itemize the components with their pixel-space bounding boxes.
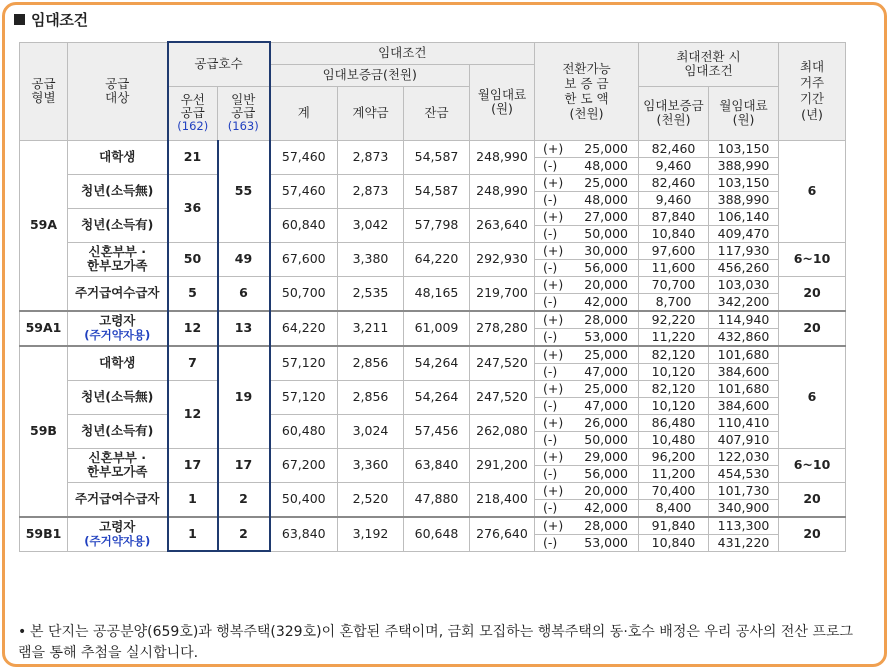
balance-cell: 63,840: [404, 448, 470, 482]
convert-cell: [535, 293, 639, 311]
sign-label: (+): [543, 140, 564, 156]
total-cell: 67,200: [270, 448, 338, 482]
max-rent-cell: 384,600: [709, 397, 779, 414]
table-row: [20, 414, 846, 431]
convert-cell: [535, 157, 639, 174]
priority-supply-cell: 1: [168, 517, 218, 552]
convert-cell: [535, 380, 639, 397]
max-deposit-cell: 11,220: [639, 328, 709, 346]
table-row: [20, 482, 846, 499]
rent-cell: 247,520: [470, 346, 535, 381]
sign-label: (+): [543, 482, 564, 498]
priority-supply-cell: 50: [168, 242, 218, 276]
target-cell: [68, 414, 168, 448]
target-label: 주거급여수급자: [74, 285, 160, 300]
general-supply-cell: 17: [218, 448, 270, 482]
header-priority: [168, 86, 218, 140]
target-label: 고령자: [99, 313, 136, 328]
max-deposit-cell: 8,400: [639, 499, 709, 517]
header-general-count: (163): [227, 119, 259, 133]
balance-cell: 54,587: [404, 174, 470, 208]
general-supply-cell: 55: [218, 140, 270, 242]
rent-cell: 292,930: [470, 242, 535, 276]
sign-label: (+): [543, 276, 564, 292]
header-balance: 잔금: [404, 86, 470, 140]
max-rent-cell: 340,900: [709, 499, 779, 517]
sign-label: (+): [543, 380, 564, 396]
total-cell: 50,400: [270, 482, 338, 517]
max-rent-cell: 114,940: [709, 311, 779, 329]
period-cell: 20: [779, 311, 846, 346]
sign-label: (-): [543, 225, 558, 241]
max-rent-cell: 388,990: [709, 191, 779, 208]
convert-value: 25,000: [584, 380, 628, 396]
table-row: [20, 140, 846, 157]
convert-value: 50,000: [584, 431, 628, 447]
total-cell: 57,120: [270, 346, 338, 381]
max-rent-cell: 103,150: [709, 174, 779, 191]
max-rent-cell: 106,140: [709, 208, 779, 225]
general-supply-cell: 2: [218, 482, 270, 517]
max-rent-cell: 432,860: [709, 328, 779, 346]
contract-cell: 3,192: [338, 517, 404, 552]
contract-cell: 2,873: [338, 174, 404, 208]
sign-label: (+): [543, 414, 564, 430]
sign-label: (+): [543, 517, 564, 533]
contract-cell: 3,360: [338, 448, 404, 482]
target-cell: [68, 482, 168, 517]
convert-cell: [535, 242, 639, 259]
rent-cell: 262,080: [470, 414, 535, 448]
convert-cell: [535, 311, 639, 329]
rent-cell: 218,400: [470, 482, 535, 517]
max-deposit-cell: 11,200: [639, 465, 709, 482]
period-cell: 20: [779, 517, 846, 552]
sign-label: (-): [543, 363, 558, 379]
max-rent-cell: 101,680: [709, 380, 779, 397]
rental-conditions-table: [19, 41, 846, 552]
priority-supply-cell: 36: [168, 174, 218, 242]
convert-value: 53,000: [584, 328, 628, 344]
rent-cell: 247,520: [470, 380, 535, 414]
sign-label: (-): [543, 431, 558, 447]
table-row: [20, 346, 846, 364]
convert-value: 25,000: [584, 174, 628, 190]
header-conditions: 임대조건: [270, 42, 535, 64]
type-cell: 59B1: [20, 517, 68, 552]
max-rent-cell: 407,910: [709, 431, 779, 448]
target-label: 청년(소득有): [81, 423, 154, 438]
header-general-label: 일반 공급: [231, 92, 256, 120]
header-convert: 전환가능 보 증 금 한 도 액 (천원): [535, 42, 639, 140]
target-label: 주거급여수급자: [74, 491, 160, 506]
convert-value: 28,000: [584, 311, 628, 327]
priority-supply-cell: 5: [168, 276, 218, 311]
type-cell: 59A: [20, 140, 68, 311]
target-cell: [68, 517, 168, 552]
priority-supply-cell: 21: [168, 140, 218, 174]
max-deposit-cell: 82,120: [639, 380, 709, 397]
type-cell: 59A1: [20, 311, 68, 346]
priority-supply-cell: 7: [168, 346, 218, 381]
header-general: [218, 86, 270, 140]
target-sublabel: (주거약자용): [84, 328, 151, 342]
max-deposit-cell: 10,840: [639, 534, 709, 551]
max-deposit-cell: 97,600: [639, 242, 709, 259]
convert-value: 50,000: [584, 225, 628, 241]
target-label: 청년(소득無): [81, 183, 154, 198]
convert-cell: [535, 225, 639, 242]
table-body: [20, 140, 846, 551]
target-label: 대학생: [99, 355, 136, 370]
balance-cell: 61,009: [404, 311, 470, 346]
total-cell: 64,220: [270, 311, 338, 346]
header-maxconv: 최대전환 시 임대조건: [639, 42, 779, 86]
max-deposit-cell: 82,120: [639, 346, 709, 364]
table-row: [20, 208, 846, 225]
max-deposit-cell: 70,700: [639, 276, 709, 293]
priority-supply-cell: 12: [168, 380, 218, 448]
period-cell: 20: [779, 276, 846, 311]
convert-cell: [535, 448, 639, 465]
convert-value: 25,000: [584, 346, 628, 362]
target-label: 신혼부부 · 한부모가족: [87, 450, 148, 479]
convert-value: 30,000: [584, 242, 628, 258]
convert-cell: [535, 534, 639, 551]
header-priority-count: (162): [177, 119, 209, 133]
sign-label: (-): [543, 293, 558, 309]
rent-cell: 276,640: [470, 517, 535, 552]
header-deposit: 임대보증금(천원): [270, 64, 470, 86]
balance-cell: 60,648: [404, 517, 470, 552]
table-row: [20, 380, 846, 397]
convert-value: 56,000: [584, 465, 628, 481]
balance-cell: 48,165: [404, 276, 470, 311]
general-supply-cell: 49: [218, 242, 270, 276]
max-rent-cell: 103,030: [709, 276, 779, 293]
max-rent-cell: 110,410: [709, 414, 779, 431]
max-deposit-cell: 10,840: [639, 225, 709, 242]
balance-cell: 47,880: [404, 482, 470, 517]
convert-cell: [535, 397, 639, 414]
rent-cell: 278,280: [470, 311, 535, 346]
convert-value: 53,000: [584, 534, 628, 550]
general-supply-cell: 13: [218, 311, 270, 346]
general-supply-cell: 2: [218, 517, 270, 552]
target-sublabel: (주거약자용): [84, 534, 151, 548]
max-deposit-cell: 87,840: [639, 208, 709, 225]
sign-label: (+): [543, 174, 564, 190]
total-cell: 60,840: [270, 208, 338, 242]
max-deposit-cell: 96,200: [639, 448, 709, 465]
max-deposit-cell: 9,460: [639, 157, 709, 174]
contract-cell: 2,520: [338, 482, 404, 517]
max-deposit-cell: 91,840: [639, 517, 709, 535]
sign-label: (+): [543, 346, 564, 362]
balance-cell: 54,587: [404, 140, 470, 174]
max-rent-cell: 103,150: [709, 140, 779, 157]
convert-value: 28,000: [584, 517, 628, 533]
max-deposit-cell: 92,220: [639, 311, 709, 329]
max-rent-cell: 388,990: [709, 157, 779, 174]
period-cell: 6: [779, 140, 846, 242]
convert-cell: [535, 208, 639, 225]
balance-cell: 57,798: [404, 208, 470, 242]
convert-value: 48,000: [584, 157, 628, 173]
footnote-text: 본 단지는 공공분양(659호)과 행복주택(329호)이 혼합된 주택이며, 금회 모집하는 행복주택의 동·호수 배정은 우리 공사의 전산 프로그램을 통해 추첨을 실시합니다.: [18, 624, 853, 661]
period-cell: 6~10: [779, 448, 846, 482]
header-type: 공급 형별: [20, 42, 68, 140]
target-cell: [68, 346, 168, 381]
sign-label: (+): [543, 311, 564, 327]
target-label: 고령자: [99, 519, 136, 534]
rent-cell: 248,990: [470, 174, 535, 208]
convert-value: 56,000: [584, 259, 628, 275]
contract-cell: 2,856: [338, 380, 404, 414]
max-rent-cell: 122,030: [709, 448, 779, 465]
convert-cell: [535, 276, 639, 293]
target-cell: [68, 276, 168, 311]
total-cell: 57,460: [270, 140, 338, 174]
total-cell: 63,840: [270, 517, 338, 552]
total-cell: 57,120: [270, 380, 338, 414]
target-cell: [68, 380, 168, 414]
balance-cell: 54,264: [404, 346, 470, 381]
target-cell: [68, 208, 168, 242]
balance-cell: 54,264: [404, 380, 470, 414]
convert-cell: [535, 140, 639, 157]
footnote: [18, 622, 853, 664]
general-supply-cell: 19: [218, 346, 270, 449]
sign-label: (-): [543, 157, 558, 173]
target-cell: [68, 140, 168, 174]
header-maxrent: 월임대료 (원): [709, 86, 779, 140]
max-deposit-cell: 82,460: [639, 140, 709, 157]
balance-cell: 64,220: [404, 242, 470, 276]
table-row: [20, 174, 846, 191]
period-cell: 6~10: [779, 242, 846, 276]
max-rent-cell: 113,300: [709, 517, 779, 535]
square-bullet-icon: [14, 14, 25, 25]
target-cell: [68, 242, 168, 276]
convert-cell: [535, 346, 639, 364]
header-priority-label: 우선 공급: [180, 92, 205, 120]
contract-cell: 2,873: [338, 140, 404, 174]
rent-cell: 291,200: [470, 448, 535, 482]
header-supply: 공급호수: [168, 42, 270, 86]
section-title: [14, 9, 88, 30]
convert-cell: [535, 465, 639, 482]
max-rent-cell: 117,930: [709, 242, 779, 259]
contract-cell: 2,535: [338, 276, 404, 311]
convert-value: 47,000: [584, 397, 628, 413]
section-title-text: 임대조건: [31, 11, 88, 29]
priority-supply-cell: 12: [168, 311, 218, 346]
max-deposit-cell: 10,120: [639, 397, 709, 414]
max-deposit-cell: 86,480: [639, 414, 709, 431]
target-cell: [68, 448, 168, 482]
convert-cell: [535, 259, 639, 276]
convert-cell: [535, 517, 639, 535]
max-rent-cell: 454,530: [709, 465, 779, 482]
total-cell: 67,600: [270, 242, 338, 276]
target-label: 청년(소득有): [81, 217, 154, 232]
convert-cell: [535, 499, 639, 517]
max-rent-cell: 101,680: [709, 346, 779, 364]
sign-label: (-): [543, 534, 558, 550]
header-target: 공급 대상: [68, 42, 168, 140]
sign-label: (+): [543, 208, 564, 224]
sign-label: (+): [543, 242, 564, 258]
target-label: 대학생: [99, 149, 136, 164]
table-row: [20, 448, 846, 465]
table-row: [20, 311, 846, 329]
convert-cell: [535, 363, 639, 380]
total-cell: 50,700: [270, 276, 338, 311]
rent-cell: 263,640: [470, 208, 535, 242]
rent-cell: 248,990: [470, 140, 535, 174]
period-cell: 6: [779, 346, 846, 449]
type-cell: 59B: [20, 346, 68, 517]
sign-label: (-): [543, 259, 558, 275]
max-deposit-cell: 82,460: [639, 174, 709, 191]
convert-cell: [535, 482, 639, 499]
header-rent: 월임대료 (원): [470, 64, 535, 140]
target-cell: [68, 311, 168, 346]
header-maxdep: 임대보증금 (천원): [639, 86, 709, 140]
contract-cell: 2,856: [338, 346, 404, 381]
table-row: [20, 517, 846, 535]
convert-value: 20,000: [584, 276, 628, 292]
total-cell: 57,460: [270, 174, 338, 208]
convert-value: 20,000: [584, 482, 628, 498]
convert-cell: [535, 414, 639, 431]
contract-cell: 3,211: [338, 311, 404, 346]
sign-label: (-): [543, 397, 558, 413]
convert-value: 42,000: [584, 499, 628, 515]
max-rent-cell: 101,730: [709, 482, 779, 499]
max-rent-cell: 431,220: [709, 534, 779, 551]
convert-value: 48,000: [584, 191, 628, 207]
convert-value: 27,000: [584, 208, 628, 224]
convert-cell: [535, 191, 639, 208]
convert-cell: [535, 174, 639, 191]
max-deposit-cell: 10,480: [639, 431, 709, 448]
sign-label: (-): [543, 499, 558, 515]
rent-cell: 219,700: [470, 276, 535, 311]
header-total: 계: [270, 86, 338, 140]
sign-label: (-): [543, 191, 558, 207]
max-rent-cell: 409,470: [709, 225, 779, 242]
priority-supply-cell: 1: [168, 482, 218, 517]
max-deposit-cell: 9,460: [639, 191, 709, 208]
contract-cell: 3,024: [338, 414, 404, 448]
sign-label: (+): [543, 448, 564, 464]
max-deposit-cell: 70,400: [639, 482, 709, 499]
contract-cell: 3,380: [338, 242, 404, 276]
convert-value: 47,000: [584, 363, 628, 379]
period-cell: 20: [779, 482, 846, 517]
max-rent-cell: 384,600: [709, 363, 779, 380]
target-label: 청년(소득無): [81, 389, 154, 404]
target-label: 신혼부부 · 한부모가족: [87, 244, 148, 273]
priority-supply-cell: 17: [168, 448, 218, 482]
convert-value: 29,000: [584, 448, 628, 464]
max-deposit-cell: 11,600: [639, 259, 709, 276]
contract-cell: 3,042: [338, 208, 404, 242]
target-cell: [68, 174, 168, 208]
max-deposit-cell: 8,700: [639, 293, 709, 311]
sign-label: (-): [543, 328, 558, 344]
sign-label: (-): [543, 465, 558, 481]
balance-cell: 57,456: [404, 414, 470, 448]
max-rent-cell: 456,260: [709, 259, 779, 276]
max-rent-cell: 342,200: [709, 293, 779, 311]
header-period: 최대 거주 기간 (년): [779, 42, 846, 140]
header-contract: 계약금: [338, 86, 404, 140]
max-deposit-cell: 10,120: [639, 363, 709, 380]
general-supply-cell: 6: [218, 276, 270, 311]
convert-value: 42,000: [584, 293, 628, 309]
table-row: [20, 242, 846, 259]
convert-value: 26,000: [584, 414, 628, 430]
table-row: [20, 276, 846, 293]
convert-value: 25,000: [584, 140, 628, 156]
convert-cell: [535, 328, 639, 346]
total-cell: 60,480: [270, 414, 338, 448]
convert-cell: [535, 431, 639, 448]
bullet-icon: •: [18, 624, 27, 640]
